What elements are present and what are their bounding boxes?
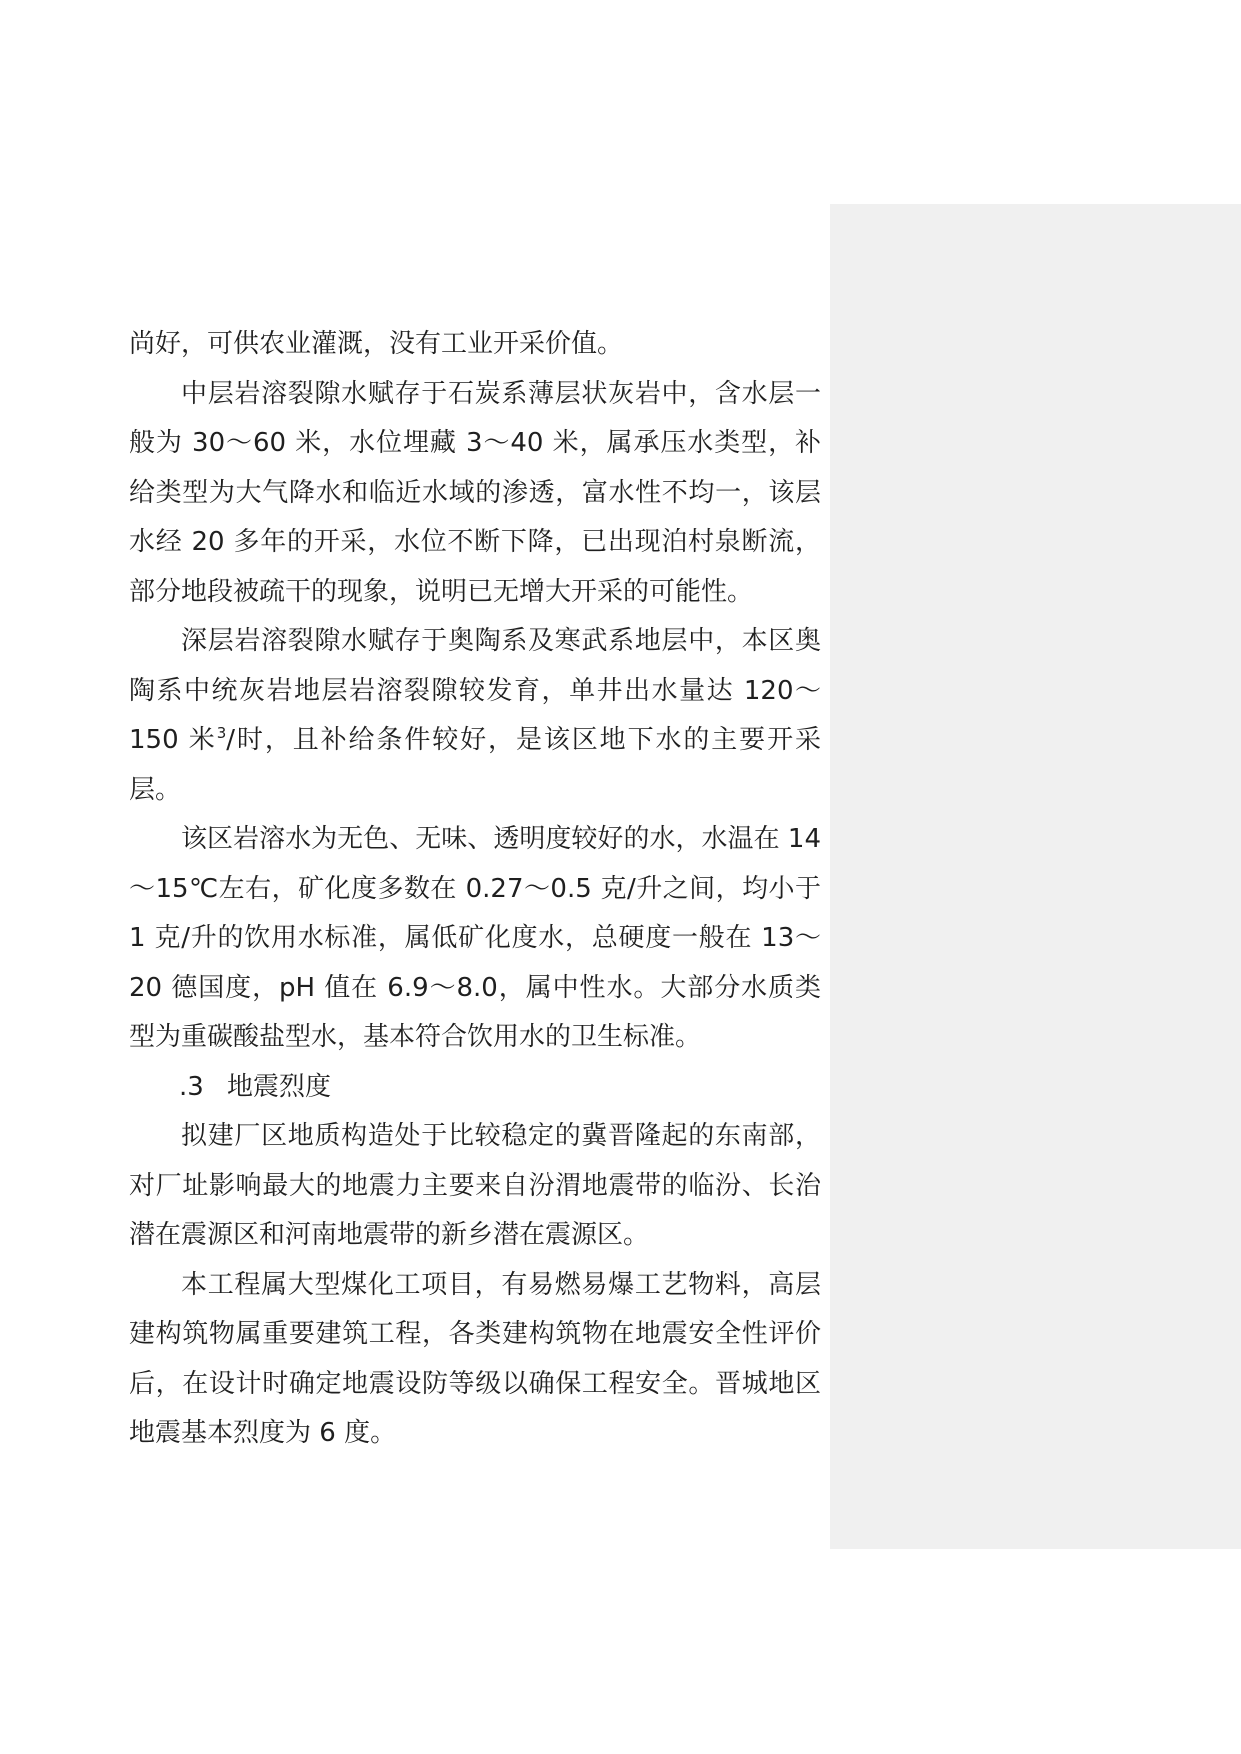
paragraph-deep-karst-water [129, 617, 821, 815]
comment-margin-pane [830, 204, 1241, 1549]
paragraph-continuation: 尚好，可供农业灌溉，没有工业开采价值。 [129, 329, 624, 359]
section-heading-number: .3 [179, 1071, 204, 1102]
paragraph-middle-karst-water: 中层岩溶裂隙水赋存于石炭系薄层状灰岩中，含水层一般为 30～60 米，水位埋藏 3～40 米，属承压水类型，补给类型为大气降水和临近水域的渗透，富水性不均一，该层水经 20 多年的开采，水位不断下降，已出现泊村泉断流，部分地段被疏干的现象，说明已无增大开采的可能性。 [129, 378, 821, 607]
document-body [129, 320, 821, 1459]
paragraph-geology: 拟建厂区地质构造处于比较稳定的冀晋隆起的东南部，对厂址影响最大的地震力主要来自汾渭地震带的临汾、长治潜在震源区和河南地震带的新乡潜在震源区。 [129, 1121, 821, 1250]
section-heading [129, 1063, 821, 1113]
superscript-cubic: 3 [216, 724, 227, 742]
paragraph-deep-karst-water-part1: 深层岩溶裂隙水赋存于奥陶系及寒武系地层中，本区奥陶系中统灰岩地层岩溶裂隙较发育，单井出水量达 120～150 米 [129, 626, 821, 755]
paragraph-deep-karst-water-part2: /时，且补给条件较好，是该区地下水的主要开采层。 [129, 725, 821, 805]
paragraph-water-quality: 该区岩溶水为无色、无味、透明度较好的水，水温在 14～15℃左右，矿化度多数在 0.27～0.5 克/升之间，均小于 1 克/升的饮用水标准，属低矿化度水，总硬度一般在 13～20 德国度，pH 值在 6.9～8.0，属中性水。大部分水质类型为重碳酸盐型水，基本符合饮用水的卫生标准。 [129, 824, 821, 1052]
section-heading-title: 地震烈度 [227, 1071, 332, 1102]
paragraph-seismic-design: 本工程属大型煤化工项目，有易燃易爆工艺物料，高层建构筑物属重要建筑工程，各类建构筑物在地震安全性评价后，在设计时确定地震设防等级以确保工程安全。晋城地区地震基本烈度为 6 度。 [129, 1269, 821, 1448]
